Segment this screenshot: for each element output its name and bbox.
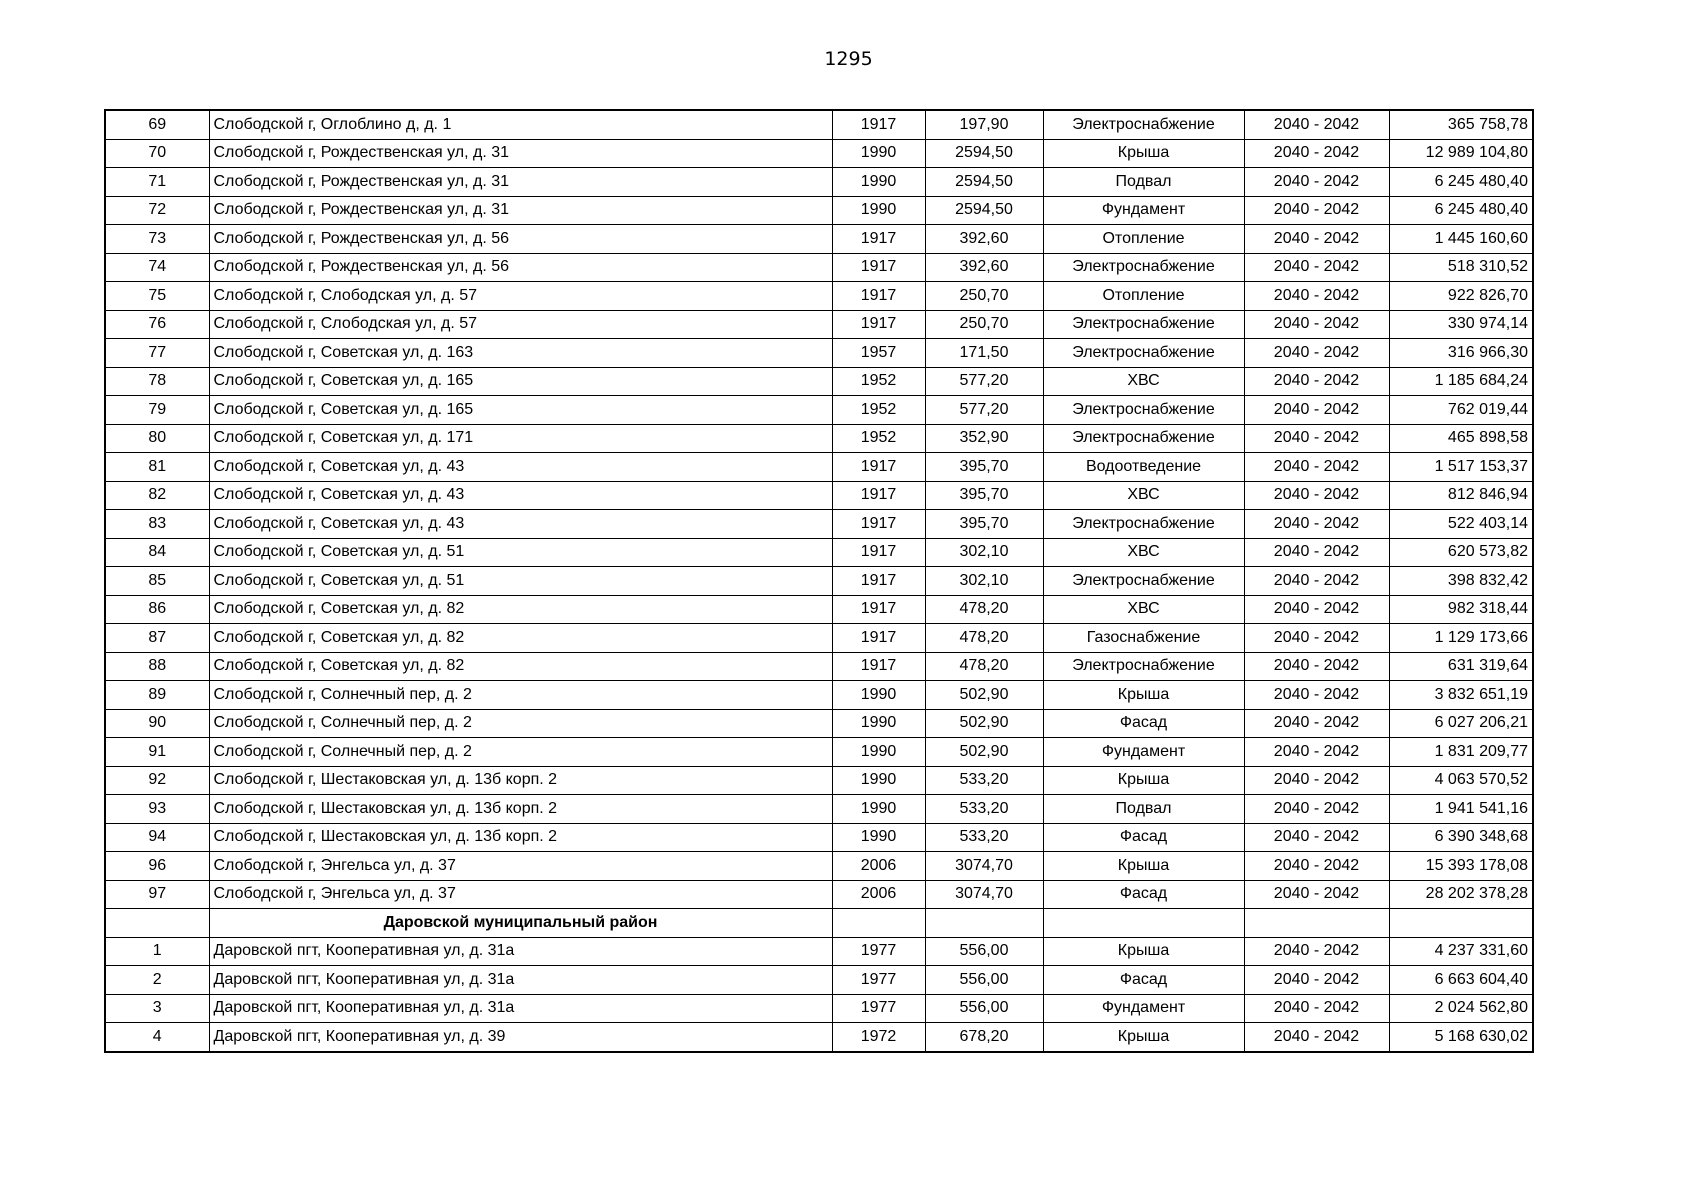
work-type-cell: ХВС [1043,538,1244,567]
row-number-cell: 88 [105,652,209,681]
row-number-cell: 2 [105,966,209,995]
table-row [105,880,1533,909]
table-row [105,795,1533,824]
cost-cell: 812 846,94 [1389,481,1533,510]
cost-cell: 365 758,78 [1389,110,1533,139]
cost-cell: 330 974,14 [1389,310,1533,339]
work-type-cell: Электроснабжение [1043,510,1244,539]
period-cell: 2040 - 2042 [1244,595,1389,624]
row-number-cell: 74 [105,253,209,282]
section-heading: Даровской муниципальный район [209,909,832,938]
area-cell: 478,20 [925,595,1043,624]
area-cell: 577,20 [925,396,1043,425]
period-cell: 2040 - 2042 [1244,681,1389,710]
table-row [105,994,1533,1023]
page-number: 1295 [824,48,873,70]
row-number-cell: 93 [105,795,209,824]
period-cell: 2040 - 2042 [1244,139,1389,168]
work-type-cell: Фасад [1043,709,1244,738]
work-type-cell: Электроснабжение [1043,652,1244,681]
cost-cell: 1 185 684,24 [1389,367,1533,396]
row-number-cell: 96 [105,852,209,881]
cost-cell: 762 019,44 [1389,396,1533,425]
period-cell: 2040 - 2042 [1244,510,1389,539]
area-cell: 171,50 [925,339,1043,368]
table-row [105,738,1533,767]
year-built-cell: 1917 [832,282,925,311]
row-number-cell: 69 [105,110,209,139]
work-type-cell: Крыша [1043,139,1244,168]
address-cell: Слободской г, Оглоблино д, д. 1 [209,110,832,139]
address-cell: Слободской г, Советская ул, д. 82 [209,652,832,681]
area-cell: 197,90 [925,110,1043,139]
area-cell: 556,00 [925,937,1043,966]
work-type-cell: Крыша [1043,937,1244,966]
period-cell: 2040 - 2042 [1244,339,1389,368]
address-cell: Слободской г, Шестаковская ул, д. 13б корп. 2 [209,823,832,852]
work-type-cell: Подвал [1043,168,1244,197]
area-cell: 395,70 [925,510,1043,539]
table-row [105,538,1533,567]
area-cell: 2594,50 [925,196,1043,225]
address-cell: Слободской г, Рождественская ул, д. 56 [209,253,832,282]
area-cell: 533,20 [925,766,1043,795]
period-cell: 2040 - 2042 [1244,367,1389,396]
period-cell: 2040 - 2042 [1244,652,1389,681]
address-cell: Слободской г, Советская ул, д. 51 [209,567,832,596]
table-row [105,1023,1533,1052]
year-built-cell: 1917 [832,310,925,339]
table-row [105,595,1533,624]
table-row [105,624,1533,653]
work-type-cell: Крыша [1043,1023,1244,1052]
row-number-cell: 3 [105,994,209,1023]
period-cell: 2040 - 2042 [1244,994,1389,1023]
address-cell: Слободской г, Рождественская ул, д. 31 [209,139,832,168]
work-type-cell: Электроснабжение [1043,424,1244,453]
work-type-cell: Отопление [1043,282,1244,311]
period-cell: 2040 - 2042 [1244,852,1389,881]
row-number-cell: 94 [105,823,209,852]
table-row [105,139,1533,168]
table-row [105,567,1533,596]
row-number-cell: 77 [105,339,209,368]
work-type-cell: Отопление [1043,225,1244,254]
period-cell: 2040 - 2042 [1244,880,1389,909]
table-row [105,709,1533,738]
area-cell: 2594,50 [925,139,1043,168]
table-row [105,168,1533,197]
work-type-cell: Электроснабжение [1043,253,1244,282]
period-cell: 2040 - 2042 [1244,282,1389,311]
area-cell: 2594,50 [925,168,1043,197]
table-row [105,652,1533,681]
table-row [105,453,1533,482]
year-built-cell: 1957 [832,339,925,368]
work-type-cell: Фундамент [1043,738,1244,767]
period-cell: 2040 - 2042 [1244,1023,1389,1052]
table-row [105,481,1533,510]
period-cell: 2040 - 2042 [1244,624,1389,653]
year-built-cell: 1917 [832,225,925,254]
year-built-cell: 1990 [832,139,925,168]
table-row [105,225,1533,254]
cost-cell: 15 393 178,08 [1389,852,1533,881]
cost-cell: 1 831 209,77 [1389,738,1533,767]
cost-cell: 28 202 378,28 [1389,880,1533,909]
registry-body [105,110,1533,1052]
cost-cell [1389,909,1533,938]
row-number-cell: 92 [105,766,209,795]
year-built-cell: 2006 [832,852,925,881]
period-cell: 2040 - 2042 [1244,538,1389,567]
cost-cell: 2 024 562,80 [1389,994,1533,1023]
row-number-cell [105,909,209,938]
address-cell: Слободской г, Советская ул, д. 171 [209,424,832,453]
work-type-cell: ХВС [1043,595,1244,624]
address-cell: Слободской г, Советская ул, д. 163 [209,339,832,368]
row-number-cell: 83 [105,510,209,539]
year-built-cell [832,909,925,938]
year-built-cell: 1917 [832,538,925,567]
cost-cell: 1 517 153,37 [1389,453,1533,482]
cost-cell: 6 663 604,40 [1389,966,1533,995]
row-number-cell: 84 [105,538,209,567]
year-built-cell: 1990 [832,823,925,852]
year-built-cell: 1917 [832,481,925,510]
cost-cell: 1 941 541,16 [1389,795,1533,824]
address-cell: Слободской г, Советская ул, д. 43 [209,481,832,510]
period-cell: 2040 - 2042 [1244,567,1389,596]
cost-cell: 316 966,30 [1389,339,1533,368]
table-row [105,681,1533,710]
period-cell: 2040 - 2042 [1244,966,1389,995]
row-number-cell: 70 [105,139,209,168]
row-number-cell: 73 [105,225,209,254]
area-cell: 533,20 [925,795,1043,824]
row-number-cell: 75 [105,282,209,311]
area-cell: 395,70 [925,481,1043,510]
area-cell: 502,90 [925,681,1043,710]
cost-cell: 12 989 104,80 [1389,139,1533,168]
work-type-cell: Электроснабжение [1043,339,1244,368]
work-type-cell: Крыша [1043,681,1244,710]
cost-cell: 5 168 630,02 [1389,1023,1533,1052]
area-cell: 502,90 [925,738,1043,767]
cost-cell: 3 832 651,19 [1389,681,1533,710]
year-built-cell: 1917 [832,652,925,681]
year-built-cell: 1917 [832,253,925,282]
period-cell: 2040 - 2042 [1244,823,1389,852]
area-cell: 577,20 [925,367,1043,396]
area-cell: 3074,70 [925,852,1043,881]
row-number-cell: 91 [105,738,209,767]
work-type-cell: Крыша [1043,766,1244,795]
work-type-cell: ХВС [1043,481,1244,510]
area-cell: 556,00 [925,994,1043,1023]
period-cell: 2040 - 2042 [1244,253,1389,282]
section-row [105,909,1533,938]
table-row [105,310,1533,339]
row-number-cell: 80 [105,424,209,453]
area-cell: 502,90 [925,709,1043,738]
year-built-cell: 1990 [832,738,925,767]
area-cell: 478,20 [925,652,1043,681]
year-built-cell: 1990 [832,196,925,225]
address-cell: Слободской г, Советская ул, д. 43 [209,453,832,482]
address-cell: Слободской г, Рождественская ул, д. 56 [209,225,832,254]
address-cell: Слободской г, Шестаковская ул, д. 13б корп. 2 [209,795,832,824]
row-number-cell: 90 [105,709,209,738]
area-cell [925,909,1043,938]
table-row [105,396,1533,425]
row-number-cell: 72 [105,196,209,225]
period-cell: 2040 - 2042 [1244,396,1389,425]
area-cell: 392,60 [925,253,1043,282]
period-cell: 2040 - 2042 [1244,424,1389,453]
work-type-cell: Водоотведение [1043,453,1244,482]
year-built-cell: 1917 [832,110,925,139]
row-number-cell: 78 [105,367,209,396]
address-cell: Даровской пгт, Кооперативная ул, д. 31а [209,994,832,1023]
address-cell: Слободской г, Шестаковская ул, д. 13б корп. 2 [209,766,832,795]
cost-cell: 6 245 480,40 [1389,196,1533,225]
row-number-cell: 71 [105,168,209,197]
year-built-cell: 2006 [832,880,925,909]
cost-cell: 398 832,42 [1389,567,1533,596]
period-cell: 2040 - 2042 [1244,738,1389,767]
area-cell: 302,10 [925,538,1043,567]
period-cell: 2040 - 2042 [1244,795,1389,824]
cost-cell: 1 129 173,66 [1389,624,1533,653]
table-row [105,339,1533,368]
period-cell: 2040 - 2042 [1244,937,1389,966]
period-cell: 2040 - 2042 [1244,225,1389,254]
cost-cell: 518 310,52 [1389,253,1533,282]
work-type-cell: Электроснабжение [1043,396,1244,425]
period-cell [1244,909,1389,938]
cost-cell: 620 573,82 [1389,538,1533,567]
year-built-cell: 1917 [832,510,925,539]
year-built-cell: 1972 [832,1023,925,1052]
address-cell: Слободской г, Рождественская ул, д. 31 [209,168,832,197]
table-row [105,282,1533,311]
table-row [105,823,1533,852]
work-type-cell [1043,909,1244,938]
row-number-cell: 85 [105,567,209,596]
table-row [105,424,1533,453]
address-cell: Слободской г, Солнечный пер, д. 2 [209,681,832,710]
work-type-cell: Электроснабжение [1043,310,1244,339]
address-cell: Даровской пгт, Кооперативная ул, д. 39 [209,1023,832,1052]
year-built-cell: 1917 [832,453,925,482]
work-type-cell: Электроснабжение [1043,110,1244,139]
address-cell: Слободской г, Советская ул, д. 82 [209,595,832,624]
year-built-cell: 1990 [832,168,925,197]
table-row [105,937,1533,966]
year-built-cell: 1917 [832,567,925,596]
work-type-cell: Газоснабжение [1043,624,1244,653]
cost-cell: 522 403,14 [1389,510,1533,539]
row-number-cell: 97 [105,880,209,909]
period-cell: 2040 - 2042 [1244,196,1389,225]
cost-cell: 982 318,44 [1389,595,1533,624]
period-cell: 2040 - 2042 [1244,709,1389,738]
address-cell: Слободской г, Слободская ул, д. 57 [209,282,832,311]
work-type-cell: Фасад [1043,823,1244,852]
area-cell: 302,10 [925,567,1043,596]
address-cell: Слободской г, Солнечный пер, д. 2 [209,709,832,738]
row-number-cell: 76 [105,310,209,339]
table-row [105,253,1533,282]
year-built-cell: 1952 [832,396,925,425]
address-cell: Слободской г, Слободская ул, д. 57 [209,310,832,339]
row-number-cell: 81 [105,453,209,482]
year-built-cell: 1977 [832,966,925,995]
period-cell: 2040 - 2042 [1244,310,1389,339]
year-built-cell: 1917 [832,624,925,653]
table-row [105,510,1533,539]
table-row [105,367,1533,396]
work-type-cell: Электроснабжение [1043,567,1244,596]
cost-cell: 6 390 348,68 [1389,823,1533,852]
address-cell: Слободской г, Советская ул, д. 43 [209,510,832,539]
row-number-cell: 86 [105,595,209,624]
area-cell: 395,70 [925,453,1043,482]
cost-cell: 1 445 160,60 [1389,225,1533,254]
year-built-cell: 1990 [832,709,925,738]
table-row [105,110,1533,139]
address-cell: Слободской г, Энгельса ул, д. 37 [209,880,832,909]
cost-cell: 922 826,70 [1389,282,1533,311]
address-cell: Даровской пгт, Кооперативная ул, д. 31а [209,937,832,966]
area-cell: 678,20 [925,1023,1043,1052]
row-number-cell: 79 [105,396,209,425]
address-cell: Слободской г, Рождественская ул, д. 31 [209,196,832,225]
area-cell: 3074,70 [925,880,1043,909]
area-cell: 250,70 [925,310,1043,339]
address-cell: Слободской г, Советская ул, д. 51 [209,538,832,567]
work-type-cell: Фундамент [1043,196,1244,225]
year-built-cell: 1977 [832,994,925,1023]
row-number-cell: 87 [105,624,209,653]
table-row [105,966,1533,995]
work-type-cell: Фасад [1043,966,1244,995]
work-type-cell: ХВС [1043,367,1244,396]
work-type-cell: Фасад [1043,880,1244,909]
year-built-cell: 1990 [832,681,925,710]
registry-table [104,109,1534,1053]
cost-cell: 465 898,58 [1389,424,1533,453]
area-cell: 556,00 [925,966,1043,995]
cost-cell: 6 245 480,40 [1389,168,1533,197]
table-row [105,852,1533,881]
cost-cell: 6 027 206,21 [1389,709,1533,738]
year-built-cell: 1990 [832,766,925,795]
area-cell: 352,90 [925,424,1043,453]
year-built-cell: 1952 [832,367,925,396]
address-cell: Слободской г, Советская ул, д. 82 [209,624,832,653]
cost-cell: 4 063 570,52 [1389,766,1533,795]
table-row [105,196,1533,225]
row-number-cell: 4 [105,1023,209,1052]
address-cell: Слободской г, Энгельса ул, д. 37 [209,852,832,881]
address-cell: Даровской пгт, Кооперативная ул, д. 31а [209,966,832,995]
area-cell: 478,20 [925,624,1043,653]
area-cell: 250,70 [925,282,1043,311]
area-cell: 533,20 [925,823,1043,852]
period-cell: 2040 - 2042 [1244,766,1389,795]
work-type-cell: Подвал [1043,795,1244,824]
period-cell: 2040 - 2042 [1244,453,1389,482]
address-cell: Слободской г, Советская ул, д. 165 [209,367,832,396]
period-cell: 2040 - 2042 [1244,110,1389,139]
cost-cell: 4 237 331,60 [1389,937,1533,966]
period-cell: 2040 - 2042 [1244,481,1389,510]
area-cell: 392,60 [925,225,1043,254]
table-row [105,766,1533,795]
cost-cell: 631 319,64 [1389,652,1533,681]
address-cell: Слободской г, Солнечный пер, д. 2 [209,738,832,767]
row-number-cell: 89 [105,681,209,710]
year-built-cell: 1990 [832,795,925,824]
address-cell: Слободской г, Советская ул, д. 165 [209,396,832,425]
work-type-cell: Крыша [1043,852,1244,881]
year-built-cell: 1917 [832,595,925,624]
row-number-cell: 1 [105,937,209,966]
year-built-cell: 1952 [832,424,925,453]
work-type-cell: Фундамент [1043,994,1244,1023]
year-built-cell: 1977 [832,937,925,966]
row-number-cell: 82 [105,481,209,510]
period-cell: 2040 - 2042 [1244,168,1389,197]
